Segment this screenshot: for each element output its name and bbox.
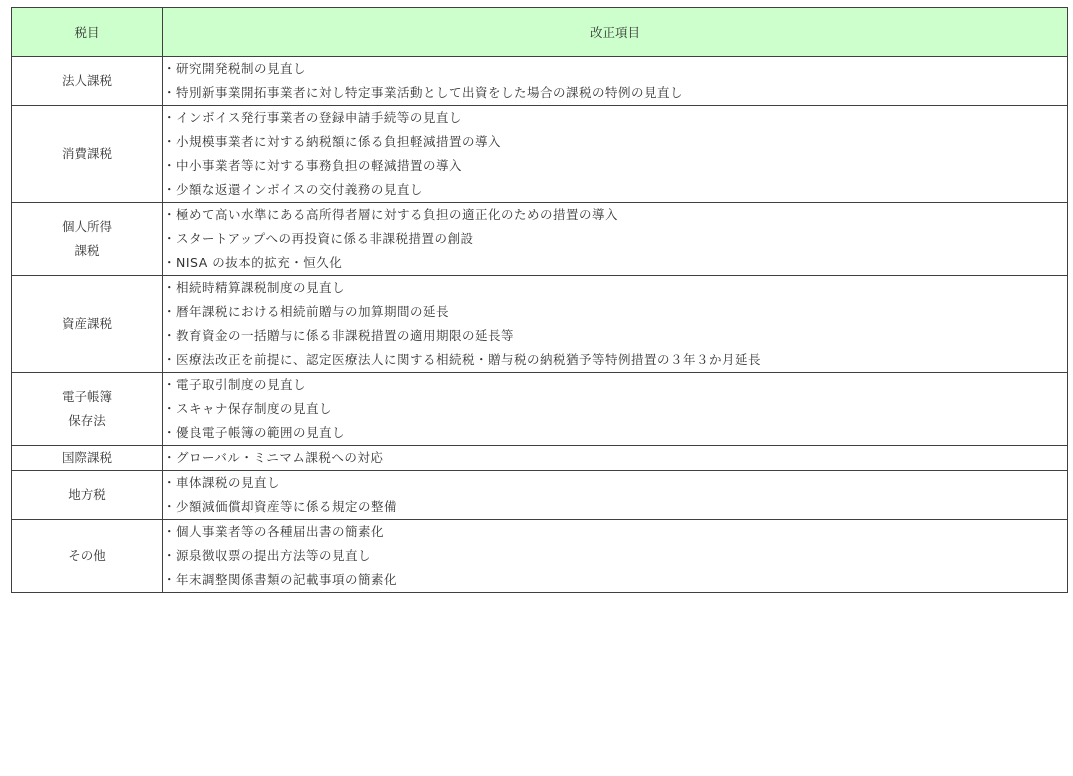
revision-item: ・研究開発税制の見直し bbox=[163, 61, 307, 76]
tax-category-cell bbox=[12, 446, 163, 471]
revision-item: ・スタートアップへの再投資に係る非課税措置の創設 bbox=[163, 231, 474, 246]
revision-item-list bbox=[163, 520, 1067, 592]
revision-items-cell bbox=[163, 57, 1068, 106]
revision-item: ・グローバル・ミニマム課税への対応 bbox=[163, 450, 384, 465]
tax-category-label: その他 bbox=[68, 548, 106, 563]
revision-item: ・個人事業者等の各種届出書の簡素化 bbox=[163, 524, 385, 539]
table-row bbox=[12, 203, 1068, 276]
revision-item: ・医療法改正を前提に、認定医療法人に関する相続税・贈与税の納税猶予等特例措置の３年３か月延長 bbox=[163, 352, 762, 367]
tax-category-label: 個人所得 bbox=[61, 219, 112, 234]
tax-category-cell bbox=[12, 106, 163, 203]
table-row bbox=[12, 276, 1068, 373]
table-row bbox=[12, 106, 1068, 203]
revision-item: ・暦年課税における相続前贈与の加算期間の延長 bbox=[163, 304, 450, 319]
revision-items-cell bbox=[163, 203, 1068, 276]
tax-category-cell bbox=[12, 276, 163, 373]
revision-items-cell bbox=[163, 446, 1068, 471]
tax-category-label: 資産課税 bbox=[61, 316, 112, 331]
revision-item: ・相続時精算課税制度の見直し bbox=[163, 280, 346, 295]
revision-item: ・スキャナ保存制度の見直し bbox=[163, 401, 333, 416]
tax-category-label: 地方税 bbox=[68, 487, 106, 502]
tax-category-label: 保存法 bbox=[68, 413, 106, 428]
tax-reform-table bbox=[11, 7, 1068, 593]
revision-item: ・インボイス発行事業者の登録申請手続等の見直し bbox=[163, 110, 462, 125]
revision-item-list bbox=[163, 106, 1067, 202]
tax-category-cell bbox=[12, 57, 163, 106]
revision-items-cell bbox=[163, 276, 1068, 373]
revision-item: ・年末調整関係書類の記載事項の簡素化 bbox=[163, 572, 398, 587]
tax-category-cell bbox=[12, 203, 163, 276]
table-row bbox=[12, 520, 1068, 593]
table-row bbox=[12, 373, 1068, 446]
tax-category-label: 法人課税 bbox=[61, 73, 112, 88]
revision-item-list bbox=[163, 446, 1067, 470]
revision-item-list bbox=[163, 373, 1067, 445]
revision-item: ・NISA の抜本的拡充・恒久化 bbox=[163, 255, 343, 270]
tax-category-cell bbox=[12, 520, 163, 593]
table-row bbox=[12, 446, 1068, 471]
revision-item-list bbox=[163, 276, 1067, 372]
revision-items-cell bbox=[163, 373, 1068, 446]
revision-items-cell bbox=[163, 520, 1068, 593]
tax-category-label: 国際課税 bbox=[61, 450, 112, 465]
revision-item-list bbox=[163, 57, 1067, 105]
revision-items-cell bbox=[163, 106, 1068, 203]
revision-item: ・小規模事業者に対する納税額に係る負担軽減措置の導入 bbox=[163, 134, 502, 149]
tax-category-cell bbox=[12, 471, 163, 520]
tax-category-cell bbox=[12, 373, 163, 446]
table-row bbox=[12, 57, 1068, 106]
revision-item: ・少額減価償却資産等に係る規定の整備 bbox=[163, 499, 398, 514]
tax-category-label: 消費課税 bbox=[61, 146, 112, 161]
header-revision-items: 改正項目 bbox=[163, 8, 1068, 57]
header-tax-category: 税目 bbox=[12, 8, 163, 57]
revision-item: ・優良電子帳簿の範囲の見直し bbox=[163, 425, 346, 440]
revision-items-cell bbox=[163, 471, 1068, 520]
revision-item: ・極めて高い水準にある高所得者層に対する負担の適正化のための措置の導入 bbox=[163, 207, 619, 222]
table-header-row bbox=[12, 8, 1068, 57]
table-body bbox=[12, 57, 1068, 593]
revision-item-list bbox=[163, 471, 1067, 519]
revision-item-list bbox=[163, 203, 1067, 275]
table-row bbox=[12, 471, 1068, 520]
revision-item: ・教育資金の一括贈与に係る非課税措置の適用期限の延長等 bbox=[163, 328, 515, 343]
revision-item: ・少額な返還インボイスの交付義務の見直し bbox=[163, 182, 423, 197]
revision-item: ・車体課税の見直し bbox=[163, 475, 281, 490]
tax-category-label: 電子帳簿 bbox=[61, 389, 112, 404]
revision-item: ・電子取引制度の見直し bbox=[163, 377, 307, 392]
revision-item: ・特別新事業開拓事業者に対し特定事業活動として出資をした場合の課税の特例の見直し bbox=[163, 85, 684, 100]
revision-item: ・源泉徴収票の提出方法等の見直し bbox=[163, 548, 372, 563]
tax-category-label: 課税 bbox=[74, 243, 100, 258]
revision-item: ・中小事業者等に対する事務負担の軽減措置の導入 bbox=[163, 158, 463, 173]
